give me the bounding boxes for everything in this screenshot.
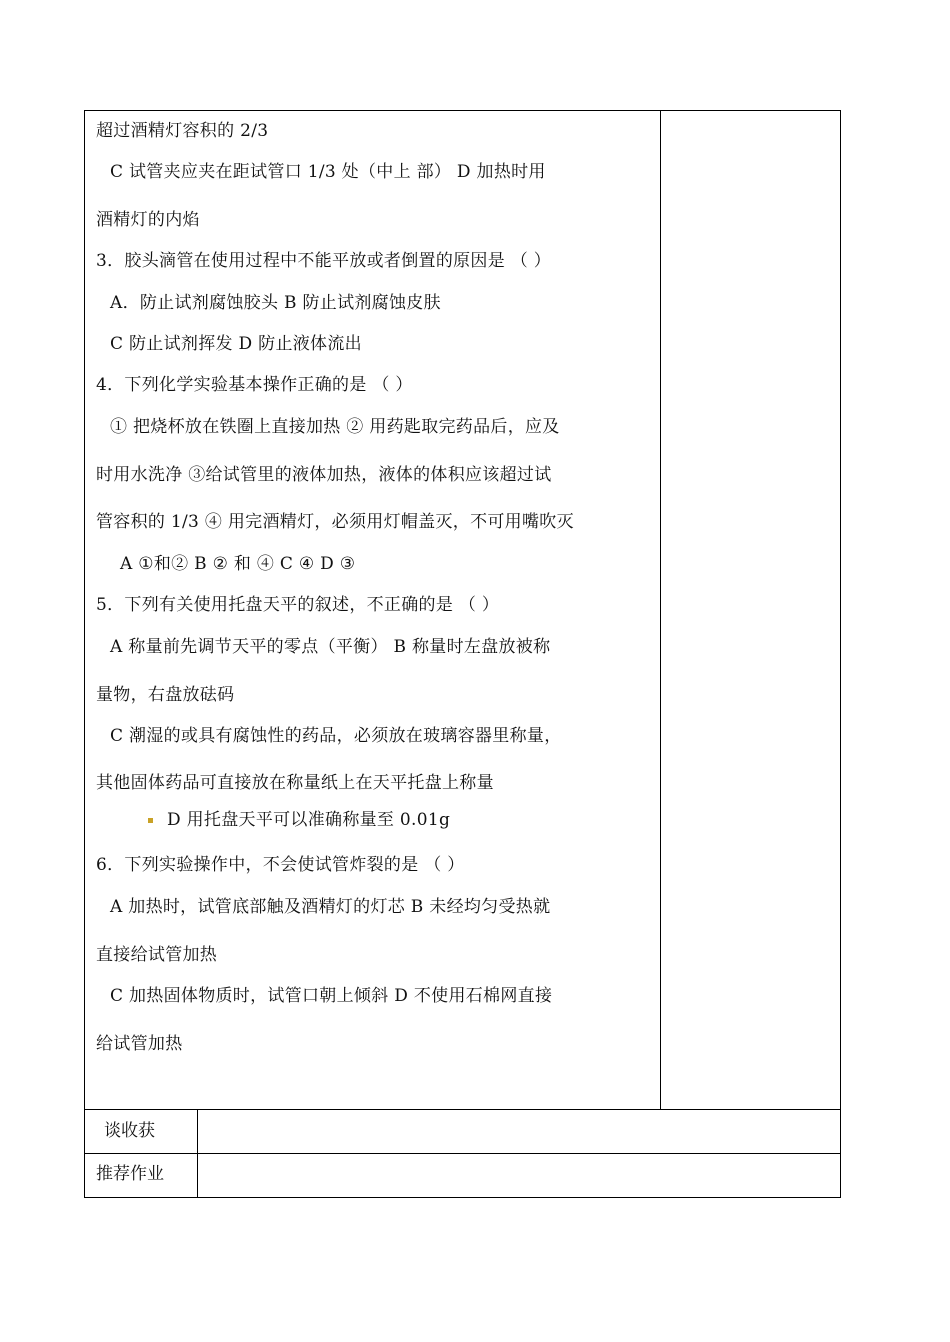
question-5: 5．下列有关使用托盘天平的叙述，不正确的是 （ ） <box>96 595 500 615</box>
text-line: 超过酒精灯容积的 2/3 <box>96 121 269 141</box>
bullet-dot <box>148 818 153 823</box>
homework-label: 推荐作业 <box>96 1164 164 1184</box>
text-line: A ①和② B ② 和 ④ C ④ D ③ <box>120 554 356 574</box>
text-line: 酒精灯的内焰 <box>96 210 200 230</box>
harvest-label: 谈收获 <box>104 1121 155 1141</box>
text-line: C 试管夹应夹在距试管口 1/3 处（中上 部） D 加热时用 <box>110 162 546 182</box>
text-line: C 加热固体物质时，试管口朝上倾斜 D 不使用石棉网直接 <box>110 986 553 1006</box>
question-3: 3．胶头滴管在使用过程中不能平放或者倒置的原因是 （ ） <box>96 251 552 271</box>
text-line: A．防止试剂腐蚀胶头 B 防止试剂腐蚀皮肤 <box>110 293 441 313</box>
text-line: A 称量前先调节天平的零点（平衡） B 称量时左盘放被称 <box>110 637 551 657</box>
text-line: 管容积的 1/3 ④ 用完酒精灯，必须用灯帽盖灭，不可用嘴吹灭 <box>96 512 574 532</box>
footer-column-divider <box>197 1109 198 1198</box>
text-line: 给试管加热 <box>96 1034 183 1054</box>
text-line: A 加热时，试管底部触及酒精灯的灯芯 B 未经均匀受热就 <box>110 897 551 917</box>
table-right-border <box>840 110 841 1198</box>
text-line: C 潮湿的或具有腐蚀性的药品，必须放在玻璃容器里称量， <box>110 726 562 746</box>
text-line <box>148 805 450 830</box>
text-line: 时用水洗净 ③给试管里的液体加热，液体的体积应该超过试 <box>96 465 552 485</box>
question-4: 4．下列化学实验基本操作正确的是 （ ） <box>96 375 413 395</box>
text-line: 量物，右盘放砝码 <box>96 685 235 705</box>
text-line: ① 把烧杯放在铁圈上直接加热 ② 用药匙取完药品后，应及 <box>110 417 560 437</box>
option-d-text: D 用托盘天平可以准确称量至 0.01g <box>167 810 451 830</box>
question-6: 6．下列实验操作中，不会使试管炸裂的是 （ ） <box>96 855 465 875</box>
content-column-divider <box>660 110 661 1109</box>
text-line: 直接给试管加热 <box>96 945 218 965</box>
table-left-border <box>84 110 85 1198</box>
text-line: C 防止试剂挥发 D 防止液体流出 <box>110 334 362 354</box>
text-line: 其他固体药品可直接放在称量纸上在天平托盘上称量 <box>96 773 494 793</box>
table-top-border <box>84 110 841 111</box>
